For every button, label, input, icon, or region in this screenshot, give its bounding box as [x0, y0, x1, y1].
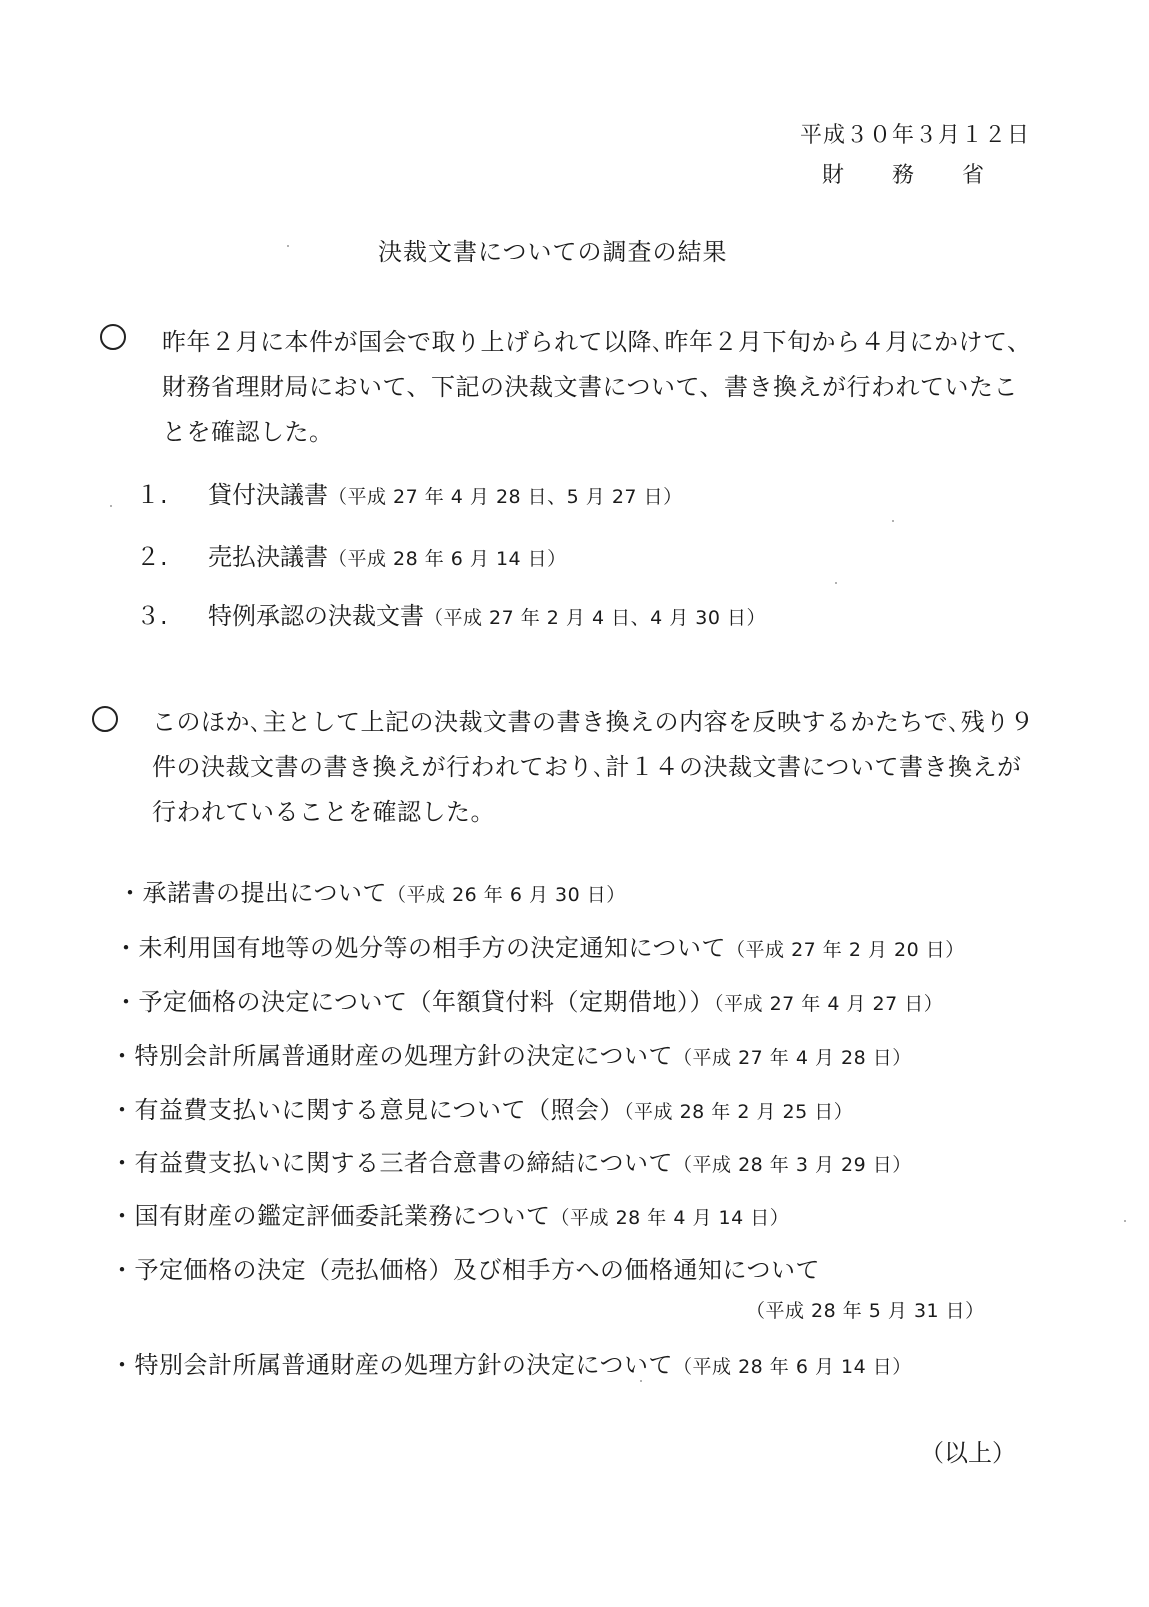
list-item: [110, 1345, 912, 1380]
enum-number: １.: [136, 481, 168, 509]
list-item: [110, 1250, 820, 1285]
list-item-name: ・予定価格の決定（売払価格）及び相手方への価格通知について: [110, 1256, 821, 1284]
issuer-name: 財務省: [822, 163, 1033, 188]
document-date: 平成３０年３月１２日: [800, 123, 1031, 148]
list-item-name: ・特別会計所属普通財産の処理方針の決定について: [110, 1351, 674, 1379]
scan-speck: [640, 1380, 642, 1382]
scan-speck: [835, 582, 837, 584]
list-item: [114, 928, 965, 963]
list-item: [110, 1143, 912, 1178]
enum-item: [136, 537, 567, 572]
enum-date: （平成 28 年 6 月 14 日）: [328, 548, 567, 570]
list-item-date: （平成 26 年 6 月 30 日）: [387, 884, 626, 906]
list-item-name: ・承諾書の提出について: [118, 879, 388, 907]
section2-text: このほか､主として上記の決裁文書の書き換えの内容を反映するかたちで､残り９件の決裁文書の書き換えが行われており､計１４の決裁文書について書き換えが行われていることを確認した。: [152, 708, 1035, 826]
scan-speck: [892, 520, 894, 522]
list-item-date: （平成 27 年 2 月 20 日）: [726, 939, 965, 961]
circle-bullet-icon: [92, 706, 118, 732]
section1-text: 昨年２月に本件が国会で取り上げられて以降､昨年２月下旬から４月にかけて、財務省理財局において、下記の決裁文書について、書き換えが行われていたことを確認した。: [162, 328, 1032, 446]
list-item-name: ・国有財産の鑑定評価委託業務について: [110, 1202, 551, 1230]
list-item-name: ・特別会計所属普通財産の処理方針の決定について: [110, 1042, 674, 1070]
enum-number: ３.: [136, 602, 168, 630]
enum-name: 特例承認の決裁文書: [208, 602, 424, 630]
list-item-name: ・有益費支払いに関する意見について（照会）: [110, 1096, 625, 1124]
list-item-date: （平成 28 年 2 月 25 日）: [624, 1101, 854, 1123]
document-title: 決裁文書についての調査の結果: [378, 238, 728, 266]
scan-speck: [287, 245, 289, 247]
list-item: [110, 1036, 912, 1071]
list-item-date: （平成 27 年 4 月 27 日）: [714, 993, 944, 1015]
list-item-name: ・未利用国有地等の処分等の相手方の決定通知について: [114, 934, 727, 962]
enum-number: ２.: [136, 543, 168, 571]
section1-paragraph: [132, 320, 1032, 455]
enum-name: 貸付決議書: [208, 481, 328, 509]
section2-paragraph: [122, 700, 1042, 835]
enum-date: （平成 27 年 4 月 28 日、5 月 27 日）: [328, 486, 683, 508]
list-item-date: （平成 28 年 3 月 29 日）: [673, 1154, 912, 1176]
list-item-date: （平成 27 年 4 月 28 日）: [673, 1047, 912, 1069]
list-item: [114, 982, 943, 1017]
list-item: [118, 873, 626, 908]
circle-bullet-icon: [100, 324, 126, 350]
list-item-date: （平成 28 年 6 月 14 日）: [673, 1356, 912, 1378]
list-item-name: ・有益費支払いに関する三者合意書の締結について: [110, 1149, 674, 1177]
list-item: [110, 1196, 789, 1231]
list-item: [110, 1090, 853, 1125]
enum-date: （平成 27 年 2 月 4 日、4 月 30 日）: [424, 607, 766, 629]
list-item-date: （平成 28 年 4 月 14 日）: [550, 1207, 790, 1229]
list-item-name: ・予定価格の決定について（年額貸付料（定期借地））: [114, 988, 715, 1016]
enum-item: [136, 596, 766, 631]
scan-speck: [110, 505, 112, 507]
list-item-date: （平成 28 年 5 月 31 日）: [746, 1300, 985, 1322]
enum-item: [136, 475, 683, 510]
enum-name: 売払決議書: [208, 543, 328, 571]
scan-speck: [1124, 1220, 1126, 1222]
closing-mark: （以上）: [920, 1439, 1016, 1467]
